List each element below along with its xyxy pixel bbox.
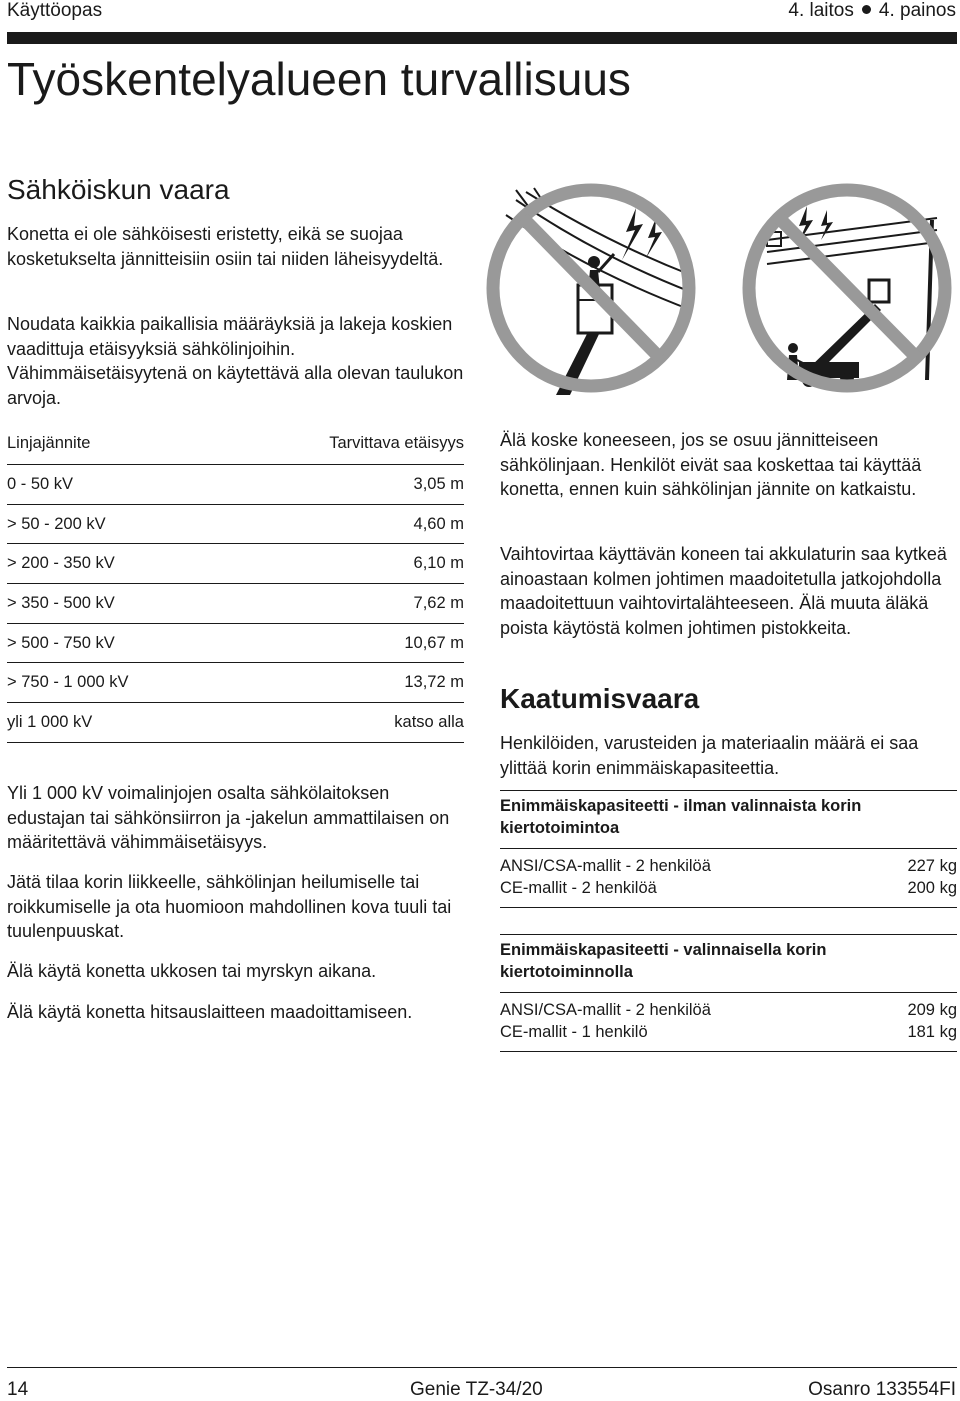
- capacity-heading-2: Enimmäiskapasiteetti - valinnaisella korin kiertotoiminnolla: [500, 941, 827, 981]
- electric-para-6: Älä käytä konetta hitsauslaitteen maadoittamiseen.: [7, 1002, 413, 1022]
- capacity-model: CE-mallit - 2 henkilöä: [500, 879, 657, 897]
- cell-distance: 4,60 m: [413, 514, 464, 533]
- cell-distance: 7,62 m: [413, 593, 464, 612]
- capacity-weight: 209 kg: [907, 1001, 957, 1019]
- electric-para-1: Konetta ei ole sähköisesti eristetty, eikä se suojaa kosketukselta jännitteisiin osiin tai niiden läheisyydeltä.: [7, 224, 444, 269]
- edition-right: 4. painos: [878, 0, 956, 21]
- tipover-heading: Kaatumisvaara: [500, 683, 700, 714]
- capacity-weight: 227 kg: [907, 857, 957, 875]
- capacity-row: [500, 1001, 957, 1020]
- capacity-weight: 200 kg: [907, 879, 957, 897]
- tipover-para: Henkilöiden, varusteiden ja materiaalin määrä ei saa ylittää korin enimmäiskapasiteettia.: [500, 733, 919, 778]
- platform-basket: [869, 280, 889, 302]
- clearance-table: [7, 422, 464, 743]
- capacity-row: [500, 1023, 957, 1042]
- lightning-bolt-icon: [821, 210, 833, 240]
- table-row: [7, 544, 464, 584]
- capacity-row: [500, 857, 957, 876]
- divider: [500, 848, 957, 849]
- edition-info: [788, 0, 956, 22]
- footer-part-number: Osanro 133554FI: [808, 1379, 956, 1400]
- electric-para-right-2: Vaihtovirtaa käyttävän koneen tai akkulaturin saa kytkeä ainoastaan kolmen johtimen maadoitetulla jatkojohdolla maadoitettuun vaihtovirtalähteeseen. Älä muuta äläkä poista käytöstä kolmen johtimen pistokkeita.: [500, 544, 947, 638]
- divider: [500, 992, 957, 993]
- electric-para-2: Noudata kaikkia paikallisia määräyksiä ja lakeja koskien vaadittuja etäisyyksiä sähkölinjoihin. Vähimmäisetäisyytenä on käytettävä alla olevan taulukon arvoja.: [7, 314, 464, 408]
- capacity-heading-1: Enimmäiskapasiteetti - ilman valinnaista korin kiertotoimintoa: [500, 797, 862, 837]
- cell-distance: 10,67 m: [404, 633, 464, 652]
- cell-voltage: > 50 - 200 kV: [7, 514, 106, 533]
- capacity-row: [500, 879, 957, 898]
- electric-para-3: Yli 1 000 kV voimalinjojen osalta sähkölaitoksen edustajan tai sähkönsiirron ja -jakelun ammattilaisen on määritettävä vähimmäisetäisyys.: [7, 783, 450, 852]
- capacity-model: ANSI/CSA-mallit - 2 henkilöä: [500, 857, 711, 875]
- col-header-distance: Tarvittava etäisyys: [329, 433, 464, 452]
- table-row: [7, 505, 464, 545]
- page-title: Työskentelyalueen turvallisuus: [7, 53, 631, 105]
- electric-para-4: Jätä tilaa korin liikkeelle, sähkölinjan heilumiselle tai roikkumiselle ja ota huomioon mahdollinen kova tuuli tai tuulenpuuskat.: [7, 872, 452, 941]
- divider: [500, 790, 957, 791]
- table-row: [7, 624, 464, 664]
- edition-left: 4. laitos: [788, 0, 854, 21]
- col-header-voltage: Linjajännite: [7, 433, 91, 452]
- bullet-dot-icon: [862, 5, 871, 14]
- cell-distance: 13,72 m: [404, 673, 464, 692]
- divider: [500, 1051, 957, 1052]
- divider: [500, 934, 957, 935]
- electric-para-5: Älä käytä konetta ukkosen tai myrskyn aikana.: [7, 961, 377, 981]
- divider: [500, 907, 957, 908]
- electric-para-right-1: Älä koske koneeseen, jos se osuu jännitteiseen sähkölinjaan. Henkilöt eivät saa koskettaa tai käyttää konetta, ennen kuin sähkölinjan jännite on katkaistu.: [500, 430, 922, 499]
- footer-rule: [7, 1367, 957, 1368]
- capacity-model: ANSI/CSA-mallit - 2 henkilöä: [500, 1001, 711, 1019]
- footer-model: Genie TZ-34/20: [410, 1379, 543, 1400]
- cell-voltage: yli 1 000 kV: [7, 712, 93, 731]
- cell-voltage: > 500 - 750 kV: [7, 633, 115, 652]
- cell-voltage: > 750 - 1 000 kV: [7, 673, 129, 692]
- electric-heading: Sähköiskun vaara: [7, 174, 230, 205]
- cell-voltage: > 200 - 350 kV: [7, 554, 115, 573]
- table-row: [7, 703, 464, 743]
- no-touch-machine-illustration: [737, 180, 957, 400]
- table-header-row: [7, 422, 464, 465]
- table-row: [7, 584, 464, 624]
- cell-voltage: > 350 - 500 kV: [7, 593, 115, 612]
- capacity-weight: 181 kg: [907, 1023, 957, 1041]
- capacity-model: CE-mallit - 1 henkilö: [500, 1023, 648, 1041]
- table-row: [7, 465, 464, 505]
- cell-distance: 6,10 m: [413, 554, 464, 573]
- worker-figure: [588, 256, 600, 268]
- page-number: 14: [7, 1379, 29, 1400]
- table-row: [7, 663, 464, 703]
- cell-distance: 3,05 m: [413, 474, 464, 493]
- lightning-bolt-icon: [622, 208, 643, 260]
- person-figure: [788, 343, 798, 353]
- cell-distance: katso alla: [394, 712, 464, 731]
- header-rule: [7, 32, 957, 44]
- no-touch-powerline-illustration: [486, 180, 696, 400]
- manual-label: Käyttöopas: [7, 0, 103, 21]
- cell-voltage: 0 - 50 kV: [7, 474, 74, 493]
